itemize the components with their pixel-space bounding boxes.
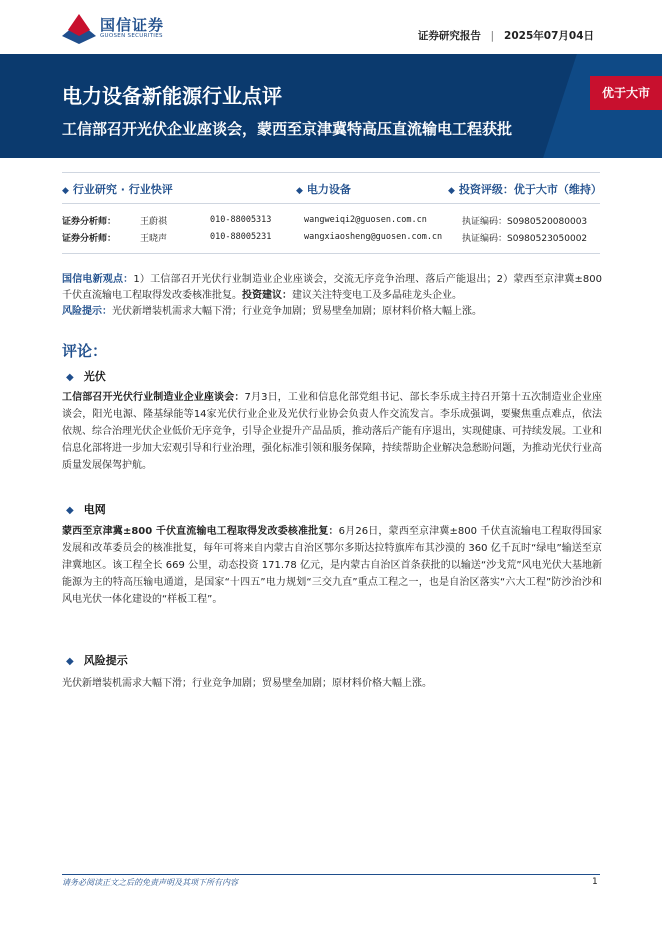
footer-divider (62, 874, 600, 875)
diamond-icon: ◆ (66, 505, 74, 516)
analyst-name: 王蔚祺 (140, 217, 168, 227)
page-number: 1 (592, 877, 598, 887)
analyst-cert: 执证编码：S0980520080003 (462, 217, 588, 227)
analyst-email[interactable]: wangxiaosheng@guosen.com.cn (304, 232, 443, 242)
report-type-date (418, 28, 594, 43)
diamond-icon: ◆ (296, 186, 303, 196)
divider-analysts (62, 253, 600, 254)
risk-text: 光伏新增装机需求大幅下滑；行业竞争加剧；贸易壁垒加剧；原材料价格大幅上涨。 (112, 306, 482, 317)
logo-text-cn: 国信证券 (100, 16, 165, 34)
diamond-icon: ◆ (66, 656, 74, 667)
diamond-icon: ◆ (448, 186, 455, 196)
summary-block (62, 272, 602, 320)
logo-text-en: GUOSEN SECURITIES (100, 33, 163, 39)
risk-heading: ◆ 风险提示 (66, 654, 128, 667)
analyst-phone: 010-88005231 (210, 232, 272, 242)
diamond-icon: ◆ (66, 372, 74, 383)
grid-paragraph (62, 523, 602, 608)
rating-tag: 优于大市 (590, 76, 662, 110)
pv-lead: 工信部召开光伏行业制造业企业座谈会： (62, 392, 245, 403)
risk-label: 风险提示： (62, 306, 112, 317)
risk-paragraph: 光伏新增装机需求大幅下滑；行业竞争加剧；贸易壁垒加剧；原材料价格大幅上涨。 (62, 678, 432, 689)
guosen-logo-icon (62, 14, 96, 44)
report-type: 证券研究报告 (417, 30, 481, 42)
diamond-icon: ◆ (62, 186, 69, 196)
divider-top (62, 172, 600, 173)
comment-title: 评论： (62, 342, 108, 360)
grid-lead: 蒙西至京津冀±800 千伏直流输电工程取得发改委核准批复： (62, 526, 339, 537)
analyst-label: 证券分析师： (62, 217, 117, 227)
pv-text: 7月3日，工业和信息化部党组书记、部长李乐成主持召开第十五次制造业企业座谈会，阳光电源、隆基绿能等14家光伏行业企业及光伏行业协会负责人作交流发言。李乐成强调，要聚焦重点难点，依法依规、综合治理光伏企业低价无序竞争，引导企业提升产品品质，推动落后产能有序退出，实现健康、可持续发展。工业和信息化部将进一步加大宏观引导和行业治理，强化标准引领和服务保障，持续帮助企业解决急愁盼问题，为推动光伏行业高质量发展保驾护航。 (62, 392, 602, 471)
report-industry: ◆ 电力设备 (296, 183, 351, 196)
report-title: 电力设备新能源行业点评 (62, 84, 282, 108)
advice-text: 建议关注特变电工及多晶硅龙头企业。 (292, 290, 462, 301)
report-date: 2025年07月04日 (504, 30, 594, 42)
analyst-label: 证券分析师： (62, 234, 117, 244)
disclaimer-note[interactable]: 请务必阅读正文之后的免责声明及其项下所有内容 (62, 878, 238, 887)
analyst-phone: 010-88005313 (210, 215, 272, 225)
report-subtitle: 工信部召开光伏企业座谈会，蒙西至京津冀特高压直流输电工程获批 (62, 120, 513, 138)
pv-paragraph (62, 389, 602, 474)
report-category: ◆ 行业研究 · 行业快评 (62, 183, 173, 196)
investment-rating: ◆ 投资评级：优于大市（维持） (448, 183, 602, 196)
grid-heading: ◆ 电网 (66, 503, 106, 516)
company-logo (62, 12, 182, 46)
advice-label: 投资建议： (242, 290, 292, 301)
view-label: 国信电新观点： (62, 274, 134, 285)
analyst-name: 王晓声 (140, 234, 168, 244)
grid-text: 6月26日，蒙西至京津冀±800 千伏直流输电工程取得国家发展和改革委员会的核准批复，每年可将来自内蒙古自治区鄂尔多斯达拉特旗库布其沙漠的 360 亿千瓦时“绿电”输送至京津冀地区。该工程全长 669 公里，动态投资 171.78 亿元，是内蒙古自治区首条获批的以输送“沙戈荒”风电光伏大基地新能源为主的特高压输电通道，是国家“十四五”电力规划“三交九直”重点工程之一，也是自治区落实“六大工程”防沙治沙和风电光伏一体化建设的“样板工程”。 (62, 526, 603, 605)
pv-heading: ◆ 光伏 (66, 370, 106, 383)
analyst-email[interactable]: wangweiqi2@guosen.com.cn (304, 215, 427, 225)
header-separator: | (490, 30, 495, 42)
view-text: 1）工信部召开光伏行业制造业企业座谈会，交流无序竞争治理、落后产能退出；2）蒙西至京津冀±800 千伏直流输电工程取得发改委核准批复。 (62, 274, 602, 301)
divider-info (62, 203, 600, 204)
analyst-cert: 执证编码：S0980523050002 (462, 234, 588, 244)
